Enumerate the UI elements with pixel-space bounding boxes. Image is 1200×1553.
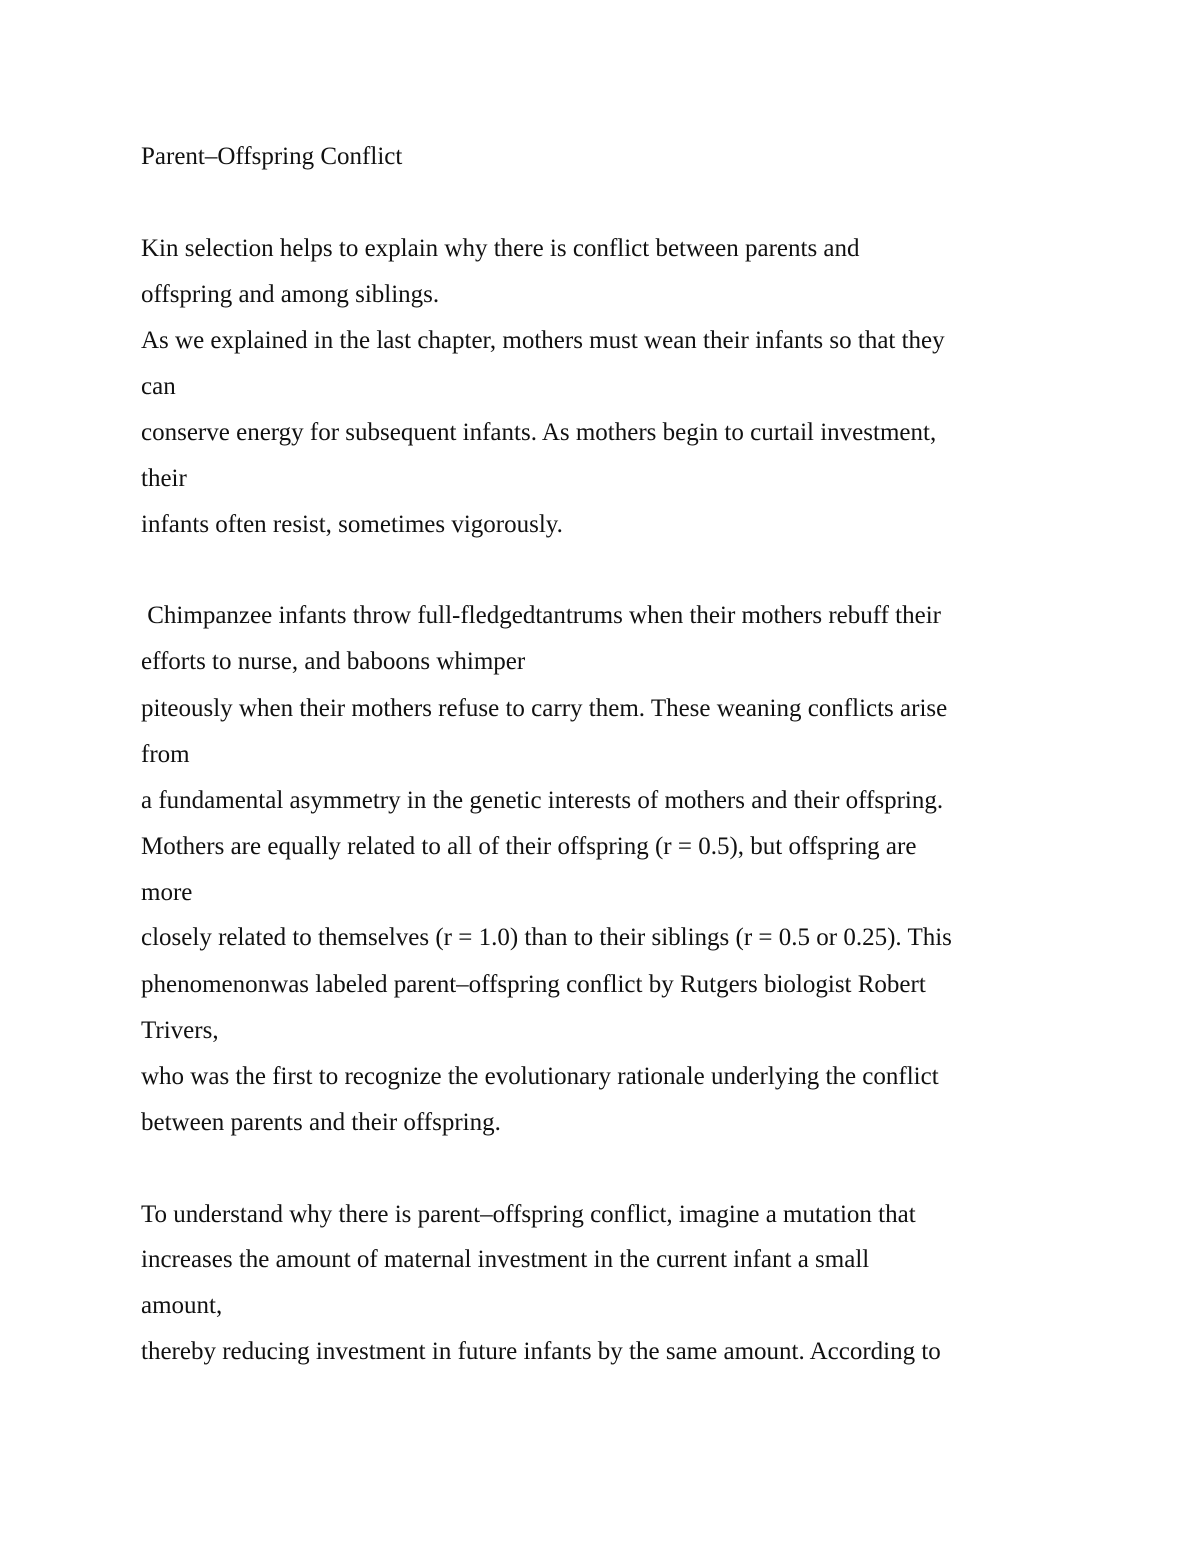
text-line: To understand why there is parent–offspring conflict, imagine a mutation that [141,1201,916,1228]
text-line: their [141,465,187,492]
text-line: Trivers, [141,1017,219,1044]
text-line: between parents and their offspring. [141,1109,501,1136]
text-line: phenomenonwas labeled parent–offspring conflict by Rutgers biologist Robert [141,971,926,998]
text-line: who was the first to recognize the evolutionary rationale underlying the conflict [141,1063,939,1090]
text-line: offspring and among siblings. [141,281,440,308]
text-line: Mothers are equally related to all of their offspring (r = 0.5), but offspring are [141,833,917,860]
text-line: As we explained in the last chapter, mothers must wean their infants so that they [141,327,945,354]
document-title: Parent–Offspring Conflict [141,143,403,170]
text-line: infants often resist, sometimes vigorously. [141,511,563,538]
text-line: conserve energy for subsequent infants. As mothers begin to curtail investment, [141,419,937,446]
text-line: can [141,373,176,400]
text-line: Chimpanzee infants throw full-fledgedtantrums when their mothers rebuff their [141,602,941,629]
text-line: more [141,879,193,906]
text-line: efforts to nurse, and baboons whimper [141,648,526,675]
text-line: from [141,741,190,768]
text-line: increases the amount of maternal investment in the current infant a small [141,1246,870,1273]
text-line: closely related to themselves (r = 1.0) than to their siblings (r = 0.5 or 0.25). This [141,924,952,951]
text-line: piteously when their mothers refuse to carry them. These weaning conflicts arise [141,695,948,722]
text-line: thereby reducing investment in future infants by the same amount. According to [141,1338,941,1365]
text-line: Kin selection helps to explain why there is conflict between parents and [141,235,860,262]
text-line: a fundamental asymmetry in the genetic interests of mothers and their offspring. [141,787,944,814]
text-line: amount, [141,1292,223,1319]
